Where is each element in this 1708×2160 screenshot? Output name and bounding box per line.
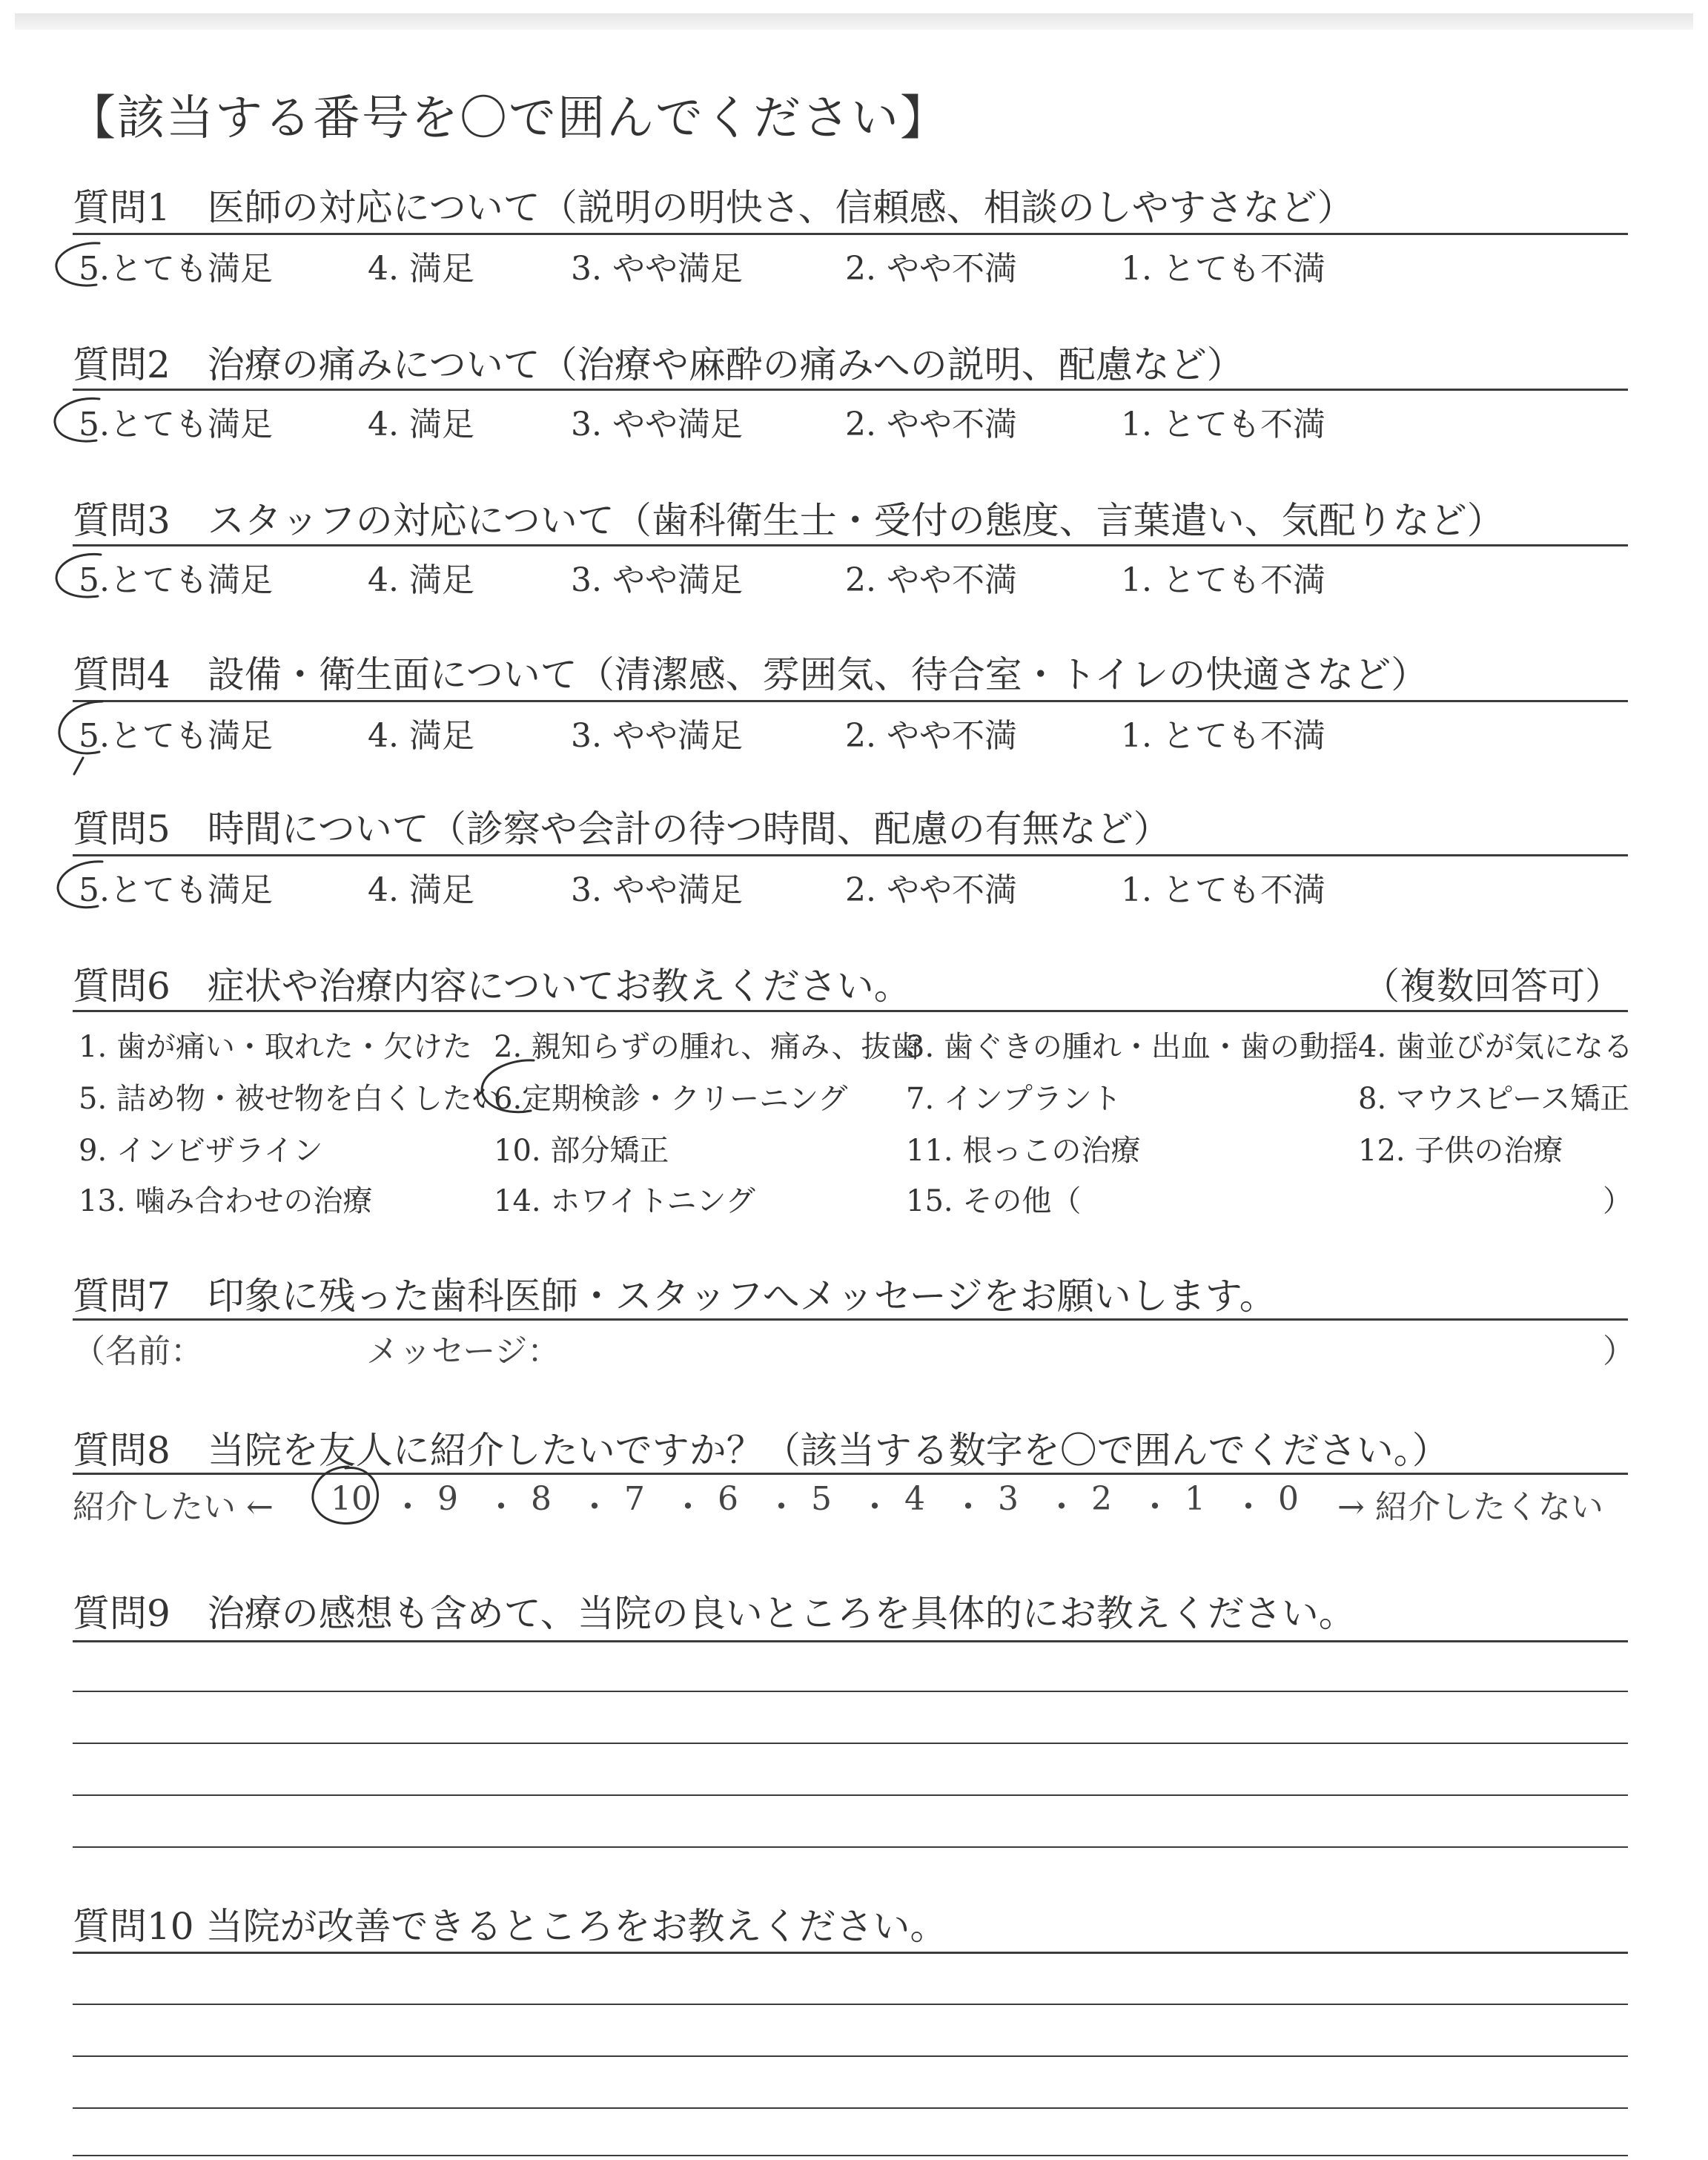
question-6-title: 質問6 症状や治療内容についてお教えください。 [73,965,911,1008]
q8-separator: ・ [1139,1488,1171,1526]
q2-option-2[interactable]: 2. やや不満 [845,406,1017,443]
q6-item-6-circle-mark [474,1060,534,1112]
q8-separator: ・ [485,1488,517,1526]
q2-option-3[interactable]: 3. やや満足 [571,406,743,443]
q3-option-5[interactable]: 5.とても満足 [79,561,273,599]
q5-option-5[interactable]: 5.とても満足 [79,871,273,909]
q6-item-11[interactable]: 11. 根っこの治療 [906,1134,1141,1168]
form-instruction-title: 【該当する番号を〇で囲んでください】 [68,91,949,146]
q8-score-6[interactable]: 6 [718,1480,738,1518]
q6-item-3[interactable]: 3. 歯ぐきの腫れ・出血・歯の動揺 [906,1030,1359,1064]
q5-circle-mark [58,862,102,908]
q2-option-4[interactable]: 4. 満足 [368,406,474,443]
q4-option-1[interactable]: 1. とても不満 [1121,717,1325,755]
q6-item-1[interactable]: 1. 歯が痛い・取れた・欠けた [79,1030,472,1064]
q8-separator: ・ [765,1488,798,1526]
q1-option-3[interactable]: 3. やや満足 [571,250,743,288]
q4-option-4[interactable]: 4. 満足 [368,717,474,755]
q6-item-13[interactable]: 13. 噛み合わせの治療 [79,1184,373,1218]
q4-option-2[interactable]: 2. やや不満 [845,717,1017,755]
q5-option-2[interactable]: 2. やや不満 [845,871,1017,909]
q8-separator: ・ [578,1488,611,1526]
q6-item-4[interactable]: 4. 歯並びが気になる [1358,1030,1633,1064]
question-9-title: 質問9 治療の感想も含めて、当院の良いところを具体的にお教えください。 [73,1592,1356,1635]
q8-score-5[interactable]: 5 [811,1480,832,1518]
question-2-title: 質問2 治療の痛みについて（治療や麻酔の痛みへの説明、配慮など） [73,343,1244,386]
q5-option-1[interactable]: 1. とても不満 [1121,871,1325,909]
q8-separator: ・ [952,1488,984,1526]
q8-separator: ・ [1232,1488,1265,1526]
q2-option-1[interactable]: 1. とても不満 [1121,406,1325,443]
q3-option-4[interactable]: 4. 満足 [368,561,474,599]
q4-option-3[interactable]: 3. やや満足 [571,717,743,755]
q8-left-label: 紹介したい ← [73,1488,274,1526]
question-4-title: 質問4 設備・衛生面について（清潔感、雰囲気、待合室・トイレの快適さなど） [73,653,1429,696]
q8-right-label: → 紹介したくない [1337,1488,1603,1526]
question-10-title: 質問10 当院が改善できるところをお教えください。 [73,1905,947,1948]
q8-score-3[interactable]: 3 [998,1480,1019,1518]
q8-score-9[interactable]: 9 [437,1480,458,1518]
q8-separator: ・ [1045,1488,1078,1526]
q6-item-14[interactable]: 14. ホワイトニング [494,1184,755,1218]
q5-option-3[interactable]: 3. やや満足 [571,871,743,909]
q1-option-1[interactable]: 1. とても不満 [1121,250,1325,288]
q6-item-5[interactable]: 5. 詰め物・被せ物を白くしたい [79,1082,502,1116]
q3-option-3[interactable]: 3. やや満足 [571,561,743,599]
q7-name-label: （名前： [73,1332,203,1370]
q6-item-15[interactable]: 15. その他（ [906,1184,1082,1218]
q8-separator: ・ [858,1488,891,1526]
q6-item-6[interactable]: 6.定期検診・クリーニング [494,1082,848,1116]
q8-score-7[interactable]: 7 [624,1480,645,1518]
q8-score-1[interactable]: 1 [1185,1480,1205,1518]
q8-separator: ・ [391,1488,424,1526]
q1-option-5[interactable]: 5.とても満足 [79,250,273,288]
q3-option-1[interactable]: 1. とても不満 [1121,561,1325,599]
q8-score-10-circle-mark [313,1467,378,1523]
q7-message-label: メッセージ： [366,1332,560,1370]
q6-item-2[interactable]: 2. 親知らずの腫れ、痛み、抜歯 [494,1030,921,1064]
q2-option-5[interactable]: 5.とても満足 [79,406,273,443]
q6-item-12[interactable]: 12. 子供の治療 [1358,1134,1563,1168]
q2-circle-mark [55,398,99,441]
question-5-title: 質問5 時間について（診察や会計の待つ時間、配慮の有無など） [73,807,1171,851]
q3-option-2[interactable]: 2. やや不満 [845,561,1017,599]
q3-circle-mark [56,554,101,597]
q4-option-5[interactable]: 5.とても満足 [79,717,273,755]
q4-circle-mark [59,701,102,774]
q6-item-8[interactable]: 8. マウスピース矯正 [1358,1082,1630,1116]
question-7-title: 質問7 印象に残った歯科医師・スタッフへメッセージをお願いします。 [73,1275,1277,1318]
q8-score-8[interactable]: 8 [531,1480,552,1518]
q5-option-4[interactable]: 4. 満足 [368,871,474,909]
q8-score-2[interactable]: 2 [1091,1480,1112,1518]
question-8-title: 質問8 当院を友人に紹介したいですか？（該当する数字を〇で囲んでください。） [73,1429,1449,1472]
q8-score-4[interactable]: 4 [904,1480,925,1518]
q8-separator: ・ [672,1488,704,1526]
q1-option-2[interactable]: 2. やや不満 [845,250,1017,288]
q8-score-0[interactable]: 0 [1278,1480,1299,1518]
question-3-title: 質問3 スタッフの対応について（歯科衛生士・受付の態度、言葉遣い、気配りなど） [73,499,1504,542]
q6-item-10[interactable]: 10. 部分矯正 [494,1134,669,1168]
q1-circle-mark [56,243,99,285]
q6-item-7[interactable]: 7. インプラント [906,1082,1122,1116]
q8-score-10[interactable]: 10 [331,1480,372,1518]
q6-item-15-close: ） [1603,1184,1632,1218]
question-1-title: 質問1 医師の対応について（説明の明快さ、信頼感、相談のしやすさなど） [73,186,1354,229]
question-6-note: （複数回答可） [1363,965,1622,1008]
q1-option-4[interactable]: 4. 満足 [368,250,474,288]
q6-item-9[interactable]: 9. インビザライン [79,1134,323,1168]
q7-close-paren: ） [1603,1332,1635,1370]
